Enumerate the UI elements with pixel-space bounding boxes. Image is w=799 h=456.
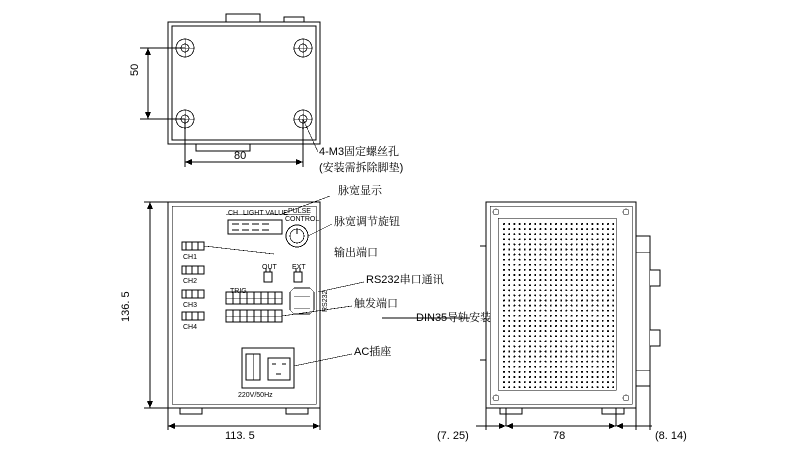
dim-front-height-label: 136. 5 [120,291,132,322]
dim-side-left-gap-label: (7. 25) [437,430,469,442]
channel-label-ch3: CH3 [183,302,198,309]
side-view-body [480,202,660,414]
dim-side-right-gap-label: (8. 14) [655,430,687,442]
callout-trigger-port: 触发端口 [354,298,398,310]
callout-pulse-knob: 脉宽调节旋钮 [334,216,400,228]
channel-label-ch1: CH1 [183,254,198,261]
channel-label-ch4: CH4 [183,324,198,331]
callout-rs232: RS232串口通讯 [366,274,444,286]
power-label: 220V/50Hz [238,392,273,399]
trigger-label: TRIG [230,288,247,295]
dim-front-width-label: 113. 5 [225,430,255,442]
channel-label-ch2: CH2 [183,278,198,285]
callout-output-port: 输出端口 [334,247,378,259]
callout-pulse-display: 脉宽显示 [338,185,382,197]
callout-ac-socket: AC插座 [354,346,392,358]
callout-screw-holes: 4-M3固定螺丝孔 [319,146,400,158]
dim-top-height-label: 50 [129,63,141,76]
rs232-label: RS232 [322,290,329,312]
callout-din-rail: DIN35导轨安装 [416,312,492,324]
callout-screw-holes-note: (安装需拆除脚垫) [319,162,404,174]
dim-top-width-label: 80 [234,150,247,162]
connector-label-ext: EXT [292,264,306,271]
knob-label: CONTROL [285,216,320,223]
connector-label-out: OUT [262,264,277,271]
display-header-ch: CH [228,210,239,217]
top-view-body [168,14,320,151]
display-header-light: LIGHT VALUE [243,210,288,217]
dim-front-height [144,202,168,408]
display-header-pulse: PULSE [288,208,311,215]
dim-side-width-label: 78 [553,430,566,442]
